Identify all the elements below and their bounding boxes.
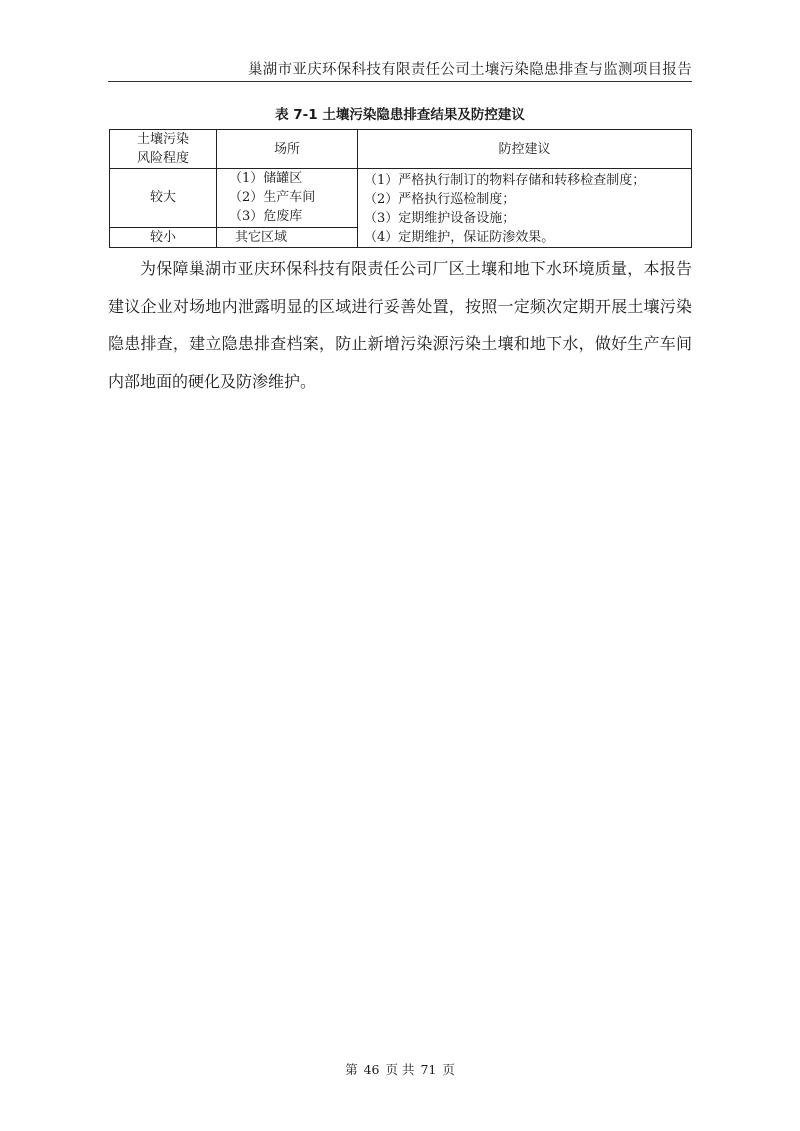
footer-suffix: 页 (442, 1062, 455, 1077)
body-paragraph: 为保障巢湖市亚庆环保科技有限责任公司厂区土壤和地下水环境质量，本报告建议企业对场地内泄露明显的区域进行妥善处置，按照一定频次定期开展土壤污染隐患排查，建立隐患排查档案，防止新增污染源污染土壤和地下水，做好生产车间内部地面的硬化及防渗维护。 (108, 259, 692, 391)
table-header-row (110, 130, 692, 169)
header-advice: 防控建议 (358, 130, 692, 169)
header-risk-line2: 风险程度 (136, 151, 189, 166)
location-item: 其它区域 (235, 229, 288, 245)
advice-item: （3）定期维护设备设施； (364, 211, 516, 226)
advice-cell (358, 169, 692, 248)
table-caption: 表 7-1 土壤污染隐患排查结果及防控建议 (275, 107, 525, 123)
footer-page-number: 46 (363, 1062, 380, 1077)
risk-table (109, 129, 692, 248)
location-cell (217, 169, 358, 228)
body-text (108, 250, 692, 400)
header-divider (108, 81, 692, 82)
risk-level-cell: 较小 (110, 227, 217, 247)
risk-level-cell: 较大 (110, 169, 217, 228)
location-item: （1）储罐区 (229, 171, 303, 187)
footer-total-pages: 71 (420, 1062, 437, 1077)
footer-middle: 页 共 (385, 1062, 415, 1077)
page-footer (0, 1060, 800, 1078)
advice-item: （4）定期维护，保证防渗效果。 (364, 230, 555, 245)
location-cell (217, 227, 358, 247)
advice-item: （1）严格执行制订的物料存储和转移检查制度； (364, 173, 646, 188)
table-row (110, 169, 692, 228)
location-item: （3）危废库 (229, 209, 303, 225)
header-risk-level (110, 130, 217, 169)
advice-item: （2）严格执行巡检制度； (364, 192, 516, 207)
header-location: 场所 (217, 130, 358, 169)
header-risk-line1: 土壤污染 (136, 132, 189, 147)
footer-prefix: 第 (345, 1062, 358, 1077)
location-item: （2）生产车间 (229, 190, 316, 206)
page-header: 巢湖市亚庆环保科技有限责任公司土壤污染隐患排查与监测项目报告 (248, 62, 692, 78)
